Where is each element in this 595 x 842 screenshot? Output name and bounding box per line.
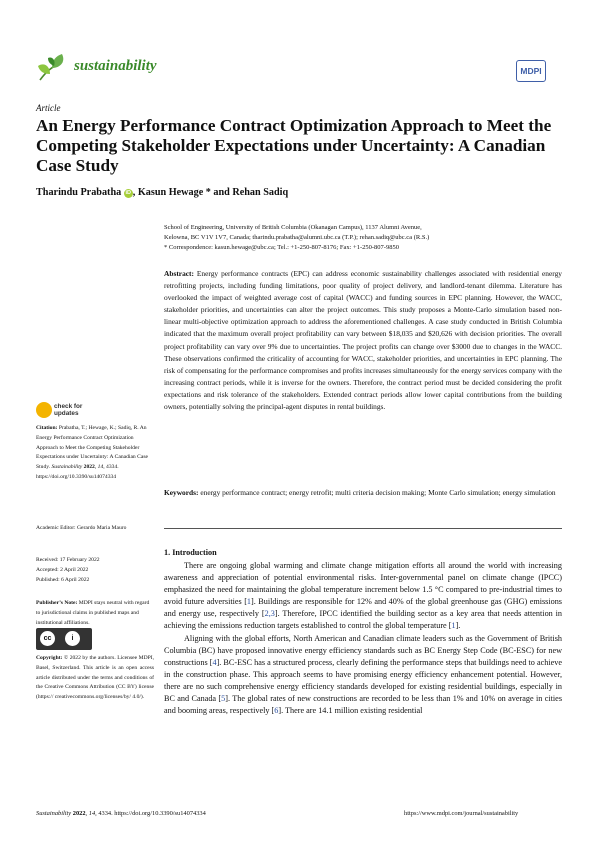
keywords-text: energy performance contract; energy retrofit; multi criteria decision making; Monte Carlo simulation; energy simulation (198, 488, 556, 497)
paragraph: Aligning with the global efforts, North American and Canadian climate leaders such as the Government of British Columbia (BC) have proposed innovative energy efficiency standards such as BC Energy Step Code (BC-ESC) for new constructions [4]. BC-ESC has a structured process, clearly defining the performance steps that buildings need to achieve in the construction phase. This approach seems to have promising energy efficiency enhancement potential. However, there are no such comprehensive energy efficiency standards developed for existing residential buildings, especially in BC and Canada [5]. The global rates of new constructions are recorded to be less than 1% and 10% on average in cities and booming areas, respectively [6]. There are 14.1 million existing residential (164, 633, 562, 716)
citation-link[interactable]: 1 (246, 597, 252, 607)
orcid-icon[interactable]: iD (125, 190, 131, 196)
citation-link[interactable]: 2,3 (264, 609, 275, 619)
citation-link[interactable]: 5 (221, 694, 226, 704)
check-for-updates-label (54, 403, 82, 417)
copyright-text: © 2022 by the authors. Licensee MDPI, Basel, Switzerland. This article is an open access article distributed under the terms and conditions of the Creative Commons Attribution (CC BY) license (https:// creativecommons.org/licenses/by/ 4.0/). (36, 655, 154, 701)
author-name[interactable]: Tharindu Prabatha (36, 187, 122, 198)
citation-link[interactable]: 6 (274, 706, 279, 716)
by-icon: i (65, 631, 80, 646)
creative-commons-icon[interactable] (36, 628, 92, 650)
copyright-label: Copyright: (36, 655, 63, 661)
dates-block (36, 556, 154, 585)
copyright-block (36, 654, 154, 703)
author-name[interactable]: Rehan Sadiq (232, 187, 289, 198)
section-divider (164, 528, 562, 529)
publisher-note-label: Publisher’s Note: (36, 600, 78, 606)
abstract-label: Abstract: (164, 269, 194, 278)
intro-body (164, 560, 562, 717)
citation-journal: Sustainability (51, 464, 83, 471)
section-heading: 1. Introduction (164, 548, 217, 557)
citation-link[interactable]: 1 (451, 621, 456, 631)
footer-volume: , 14, (85, 810, 97, 817)
citation-doi-link[interactable]: 4334. https://doi.org/10.3390/su14074334 (36, 464, 119, 480)
author-separator: and (210, 187, 233, 198)
citation-label: Citation: (36, 425, 58, 431)
affiliation-line: School of Engineering, University of British Columbia (Okanagan Campus), 1137 Alumni Avenue, (164, 224, 422, 231)
citation-text: Prabatha, T.; Hewage, K.; Sadiq, R. An Energy Performance Contract Optimization Approach to Meet the Competing Stakeholder Expectations under Uncertainty: A Canadian Case Study. (36, 425, 148, 471)
publisher-note-text: MDPI stays neutral with regard to jurisdictional claims in published maps and institutional affiliations. (36, 600, 150, 626)
correspondence-line: * Correspondence: kasun.hewage@ubc.ca; Tel.: +1-250-807-8176; Fax: +1-250-807-9850 (164, 244, 399, 251)
author-list (36, 187, 288, 198)
affiliation-block (164, 223, 564, 253)
footer-journal: Sustainability (36, 810, 72, 817)
accepted-date: Accepted: 2 April 2022 (36, 566, 89, 573)
citation-volume: , 14, (94, 464, 105, 471)
paragraph: There are ongoing global warming and climate change mitigation efforts all around the world with increasing awareness and appreciation of potential environmental risks. Inter-governmental panel on climate change (IPCC) emphasized the need for maintaining the global temperature increment below 1.5 °C compared to pre-industrial times to avoid future adversities [1]. Buildings are responsible for 12% and 40% of the global greenhouse gas (GHG) emissions and energy use, respectively [2,3]. Therefore, IPCC identified the building sector as a key area that needs attention in achieving the emissions reduction targets established to control the global temperature [1]. (164, 561, 562, 631)
citation-link[interactable]: 4 (212, 657, 217, 667)
cc-icon: cc (40, 631, 55, 646)
citation-block (36, 424, 154, 483)
paper-title: An Energy Performance Contract Optimization Approach to Meet the Competing Stakeholder Expectations under Uncertainty: A Canadian Case Study (36, 116, 552, 175)
footer-doi-link[interactable]: 4334. https://doi.org/10.3390/su14074334 (96, 810, 206, 817)
received-date: Received: 17 February 2022 (36, 557, 100, 563)
footer-year: 2022 (71, 810, 86, 817)
footer-journal-url[interactable]: https://www.mdpi.com/journal/sustainability (404, 810, 519, 817)
article-type: Article (36, 103, 61, 113)
academic-editor: Academic Editor: Gerardo Maria Mauro (36, 525, 127, 531)
publisher-note (36, 599, 154, 628)
check-for-updates-icon (36, 402, 52, 418)
check-for-updates-button[interactable] (36, 402, 126, 422)
author-separator: , (132, 187, 138, 198)
published-date: Published: 6 April 2022 (36, 576, 90, 583)
affiliation-line: Kelowna, BC V1V 1V7, Canada; tharindu.prabatha@alumni.ubc.ca (T.P.); rehan.sadiq@ubc.ca (R.S.) (164, 234, 430, 241)
journal-logo-icon (36, 50, 68, 84)
keywords-label: Keywords: (164, 488, 199, 497)
journal-name[interactable]: sustainability (74, 58, 157, 74)
abstract-text: Energy performance contracts (EPC) can address economic sustainability challenges associated with residential energy retrofitting projects, including funding limitations, poor quality of project delivery, and landlord-tenant dilemma. Literature has overlooked the impact of weighted average cost of capital (WACC) and funding sources in EPC planning. However, the WACC, stakeholder priorities, and uncertainties can alter the project outcomes. This study proposes a Monte-Carlo simulation based non-linear multi-objective optimization approach to address the aforementioned challenges. A case study conducted in British Columbia indicated that the maximum overall project profitability can vary between $18,035 and $20,626 with decision priorities. The overall project profitability can vary over 9% due to uncertainties. The project profits can change over $3000 due to changes in the WACC. These observations confirmed the criticality of accounting for WACC, stakeholder priorities, and uncertainties in EPC planning. The risk of compensating for the performance compromises and profits increases simultaneously for the energy services company with the increasing contract periods, while it is inverse for the owners. Therefore, the contract period must be decided considering the profit expectations and risk tolerance of the stakeholders. Extended contract periods allow lower capital contributions from the building owners, potentially solving the principal-agent disputes in rental buildings. (164, 269, 562, 412)
citation-year: 2022 (82, 464, 95, 471)
check-line-2: updates (54, 410, 79, 417)
abstract (164, 268, 562, 413)
footer-citation (36, 810, 206, 817)
author-name[interactable]: Kasun Hewage * (137, 187, 211, 198)
mdpi-logo-icon[interactable]: MDPI (516, 60, 546, 82)
check-line-1: check for (54, 403, 83, 410)
keywords (164, 487, 562, 499)
